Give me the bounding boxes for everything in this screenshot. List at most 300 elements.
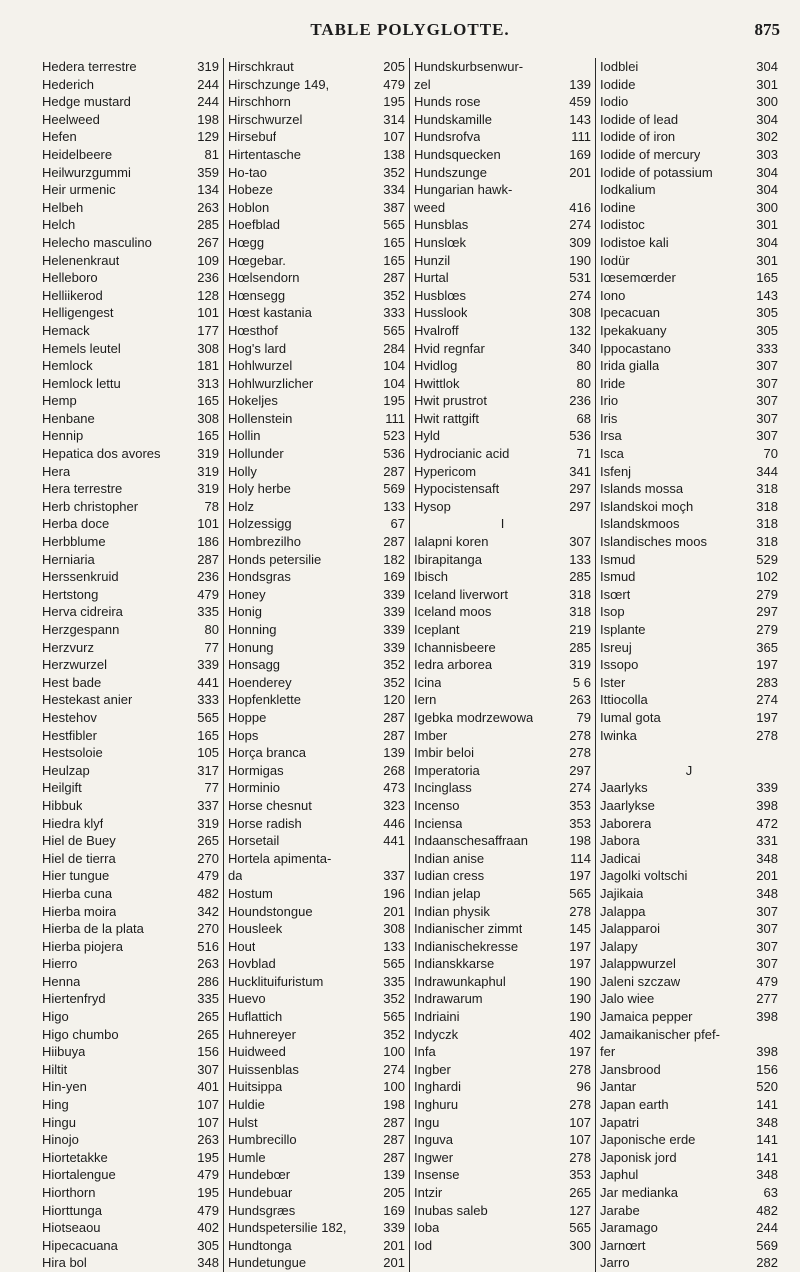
entry-term: Inghardi — [414, 1079, 461, 1095]
index-entry — [42, 973, 219, 991]
index-entry — [600, 938, 778, 956]
index-entry — [414, 867, 591, 885]
entry-page-number: 304 — [756, 59, 778, 74]
entry-page-number: 307 — [569, 534, 591, 550]
entry-term: Hiortetakke — [42, 1149, 108, 1165]
index-entry — [414, 603, 591, 621]
entry-term: Hvalroff — [414, 322, 459, 338]
entry-term: Iodide of potassium — [600, 164, 713, 180]
entry-page-number: 195 — [197, 1185, 219, 1200]
entry-term: Hierba moira — [42, 903, 117, 919]
entry-term: Iodblei — [600, 59, 639, 74]
entry-term: Hout — [228, 938, 256, 954]
entry-term: Hepatica dos avores — [42, 446, 161, 462]
entry-page-number: 479 — [197, 586, 219, 602]
index-entry — [414, 93, 591, 111]
entry-page-number: 141 — [756, 1132, 778, 1148]
entry-page-number: 165 — [197, 428, 219, 444]
index-entry — [42, 709, 219, 727]
entry-term: Hvidlog — [414, 358, 458, 374]
entry-term: Hin-yen — [42, 1079, 87, 1095]
index-entry — [42, 234, 219, 252]
entry-term: Hedera terrestre — [42, 59, 137, 74]
entry-term: Hierba cuna — [42, 885, 113, 901]
index-entry — [414, 1043, 591, 1061]
entry-term: Hiel de Buey — [42, 833, 116, 849]
entry-page-number: 339 — [383, 639, 405, 655]
entry-page-number: 301 — [756, 76, 778, 92]
entry-term: Hœnsegg — [228, 287, 286, 303]
entry-page-number: 479 — [383, 76, 405, 92]
entry-page-number: 318 — [756, 516, 778, 532]
entry-page-number: 244 — [197, 94, 219, 110]
index-entry — [42, 1043, 219, 1061]
index-entry — [228, 797, 405, 815]
index-entry — [600, 269, 778, 287]
entry-page-number: 198 — [197, 111, 219, 127]
entry-term: Indianskkarse — [414, 956, 495, 972]
index-entry — [600, 920, 778, 938]
entry-page-number: 165 — [756, 270, 778, 286]
entry-term: Hertstong — [42, 586, 99, 602]
index-entry — [42, 128, 219, 146]
index-entry — [228, 1184, 405, 1202]
index-entry — [42, 1184, 219, 1202]
entry-page-number: 479 — [197, 1202, 219, 1218]
index-entry — [228, 850, 405, 868]
entry-term: Helliikerod — [42, 287, 103, 303]
entry-term: Hibbuk — [42, 797, 83, 813]
entry-page-number: 307 — [197, 1061, 219, 1077]
entry-term: Insense — [414, 1167, 460, 1183]
entry-term: Hennip — [42, 428, 84, 444]
index-entry — [600, 533, 778, 551]
index-entry — [600, 93, 778, 111]
entry-page-number: 307 — [756, 428, 778, 444]
entry-term: Hemlock lettu — [42, 375, 121, 391]
index-entry — [228, 146, 405, 164]
entry-page-number: 482 — [197, 885, 219, 901]
entry-term: Helenenkraut — [42, 252, 120, 268]
index-entry — [228, 744, 405, 762]
entry-term: Iodistoe kali — [600, 234, 669, 250]
entry-term: da — [228, 868, 243, 884]
entry-term: Ingwer — [414, 1149, 454, 1165]
entry-term: Hundspetersilie 182, — [228, 1220, 347, 1236]
index-entry — [42, 832, 219, 850]
entry-term: Hundetungue — [228, 1255, 307, 1271]
entry-term: Hœgg — [228, 234, 265, 250]
entry-page-number: 105 — [197, 745, 219, 761]
entry-page-number: 565 — [383, 217, 405, 233]
entry-term: Herzvurz — [42, 639, 95, 655]
entry-page-number: 278 — [569, 903, 591, 919]
entry-term: Honey — [228, 586, 266, 602]
index-entry — [414, 340, 591, 358]
index-entry — [414, 463, 591, 481]
entry-page-number: 63 — [763, 1185, 778, 1200]
index-entry — [600, 128, 778, 146]
entry-page-number: 307 — [756, 410, 778, 426]
index-entry — [228, 375, 405, 393]
entry-term: Honds petersilie — [228, 551, 322, 567]
entry-term: Hobeze — [228, 182, 273, 198]
entry-page-number: 479 — [197, 1167, 219, 1183]
entry-term: Heilgift — [42, 780, 82, 796]
entry-page-number: 205 — [383, 1185, 405, 1200]
index-entry — [414, 146, 591, 164]
index-entry — [228, 1166, 405, 1184]
entry-term: Ho-tao — [228, 164, 268, 180]
entry-term: Iceplant — [414, 622, 460, 637]
entry-page-number: 319 — [197, 815, 219, 831]
entry-page-number: 318 — [756, 534, 778, 550]
entry-term: Issopo — [600, 657, 639, 673]
index-entry — [414, 1008, 591, 1026]
entry-term: Hiorttunga — [42, 1202, 102, 1218]
entry-page-number: 441 — [197, 674, 219, 690]
entry-page-number: 274 — [756, 692, 778, 708]
entry-term: Jamaica pepper — [600, 1009, 693, 1025]
entry-term: Hormigas — [228, 762, 284, 778]
index-entry — [228, 815, 405, 833]
index-entry — [414, 903, 591, 921]
entry-term: J — [685, 762, 693, 778]
index-entry — [600, 867, 778, 885]
entry-page-number: 319 — [197, 463, 219, 479]
index-entry — [228, 128, 405, 146]
entry-page-number: 446 — [383, 815, 405, 831]
entry-term: Hunds rose — [414, 94, 481, 110]
entry-term: Hog's lard — [228, 340, 287, 356]
entry-term: Hydrocianic acid — [414, 446, 510, 462]
entry-page-number: 569 — [756, 1237, 778, 1253]
entry-term: Hypericom — [414, 463, 477, 479]
page-number: 875 — [754, 20, 780, 39]
index-entry — [42, 1114, 219, 1132]
index-entry — [228, 234, 405, 252]
entry-term: Hortela apimenta- — [228, 850, 332, 866]
index-entry — [228, 1096, 405, 1114]
entry-page-number: 340 — [569, 340, 591, 356]
entry-term: Hierba piojera — [42, 938, 123, 954]
index-entry — [600, 1026, 778, 1044]
entry-term: Jantar — [600, 1079, 637, 1095]
index-entry — [228, 586, 405, 604]
index-entry — [414, 709, 591, 727]
entry-page-number: 339 — [756, 780, 778, 796]
index-entry — [42, 1202, 219, 1220]
entry-page-number: 305 — [756, 322, 778, 338]
index-entry — [228, 340, 405, 358]
entry-term: Iodine — [600, 199, 636, 215]
entry-page-number: 165 — [383, 234, 405, 250]
entry-page-number: 536 — [383, 446, 405, 462]
entry-page-number: 107 — [197, 1097, 219, 1113]
index-entry — [414, 1237, 591, 1255]
entry-page-number: 479 — [756, 973, 778, 989]
entry-term: Hundsgræs — [228, 1202, 296, 1218]
entry-term: Iumal gota — [600, 709, 661, 725]
entry-page-number: 398 — [756, 1044, 778, 1060]
index-entry — [42, 181, 219, 199]
entry-term: Indianischer zimmt — [414, 921, 523, 937]
index-entry — [600, 199, 778, 217]
entry-term: Honning — [228, 622, 277, 637]
entry-term: Inciensa — [414, 815, 463, 831]
entry-term: Helecho masculino — [42, 234, 152, 250]
entry-page-number: 319 — [197, 59, 219, 74]
entry-page-number: 205 — [383, 59, 405, 74]
entry-term: Hoenderey — [228, 674, 292, 690]
entry-term: Hundebuar — [228, 1185, 293, 1200]
index-entry — [42, 762, 219, 780]
entry-term: Hestsoloie — [42, 745, 103, 761]
entry-page-number: 565 — [383, 956, 405, 972]
index-entry — [600, 410, 778, 428]
index-entry — [414, 973, 591, 991]
entry-page-number: 307 — [756, 393, 778, 409]
index-entry — [414, 990, 591, 1008]
entry-page-number: 352 — [383, 657, 405, 673]
index-entry — [600, 498, 778, 516]
index-entry — [600, 375, 778, 393]
index-entry — [42, 375, 219, 393]
index-entry — [42, 515, 219, 533]
entry-page-number: 301 — [756, 252, 778, 268]
entry-term: Hiedra klyf — [42, 815, 104, 831]
entry-page-number: 318 — [756, 498, 778, 514]
index-entry — [414, 164, 591, 182]
entry-term: Hvid regnfar — [414, 340, 485, 356]
entry-term: Hœst kastania — [228, 305, 312, 321]
index-entry — [42, 797, 219, 815]
entry-page-number: 169 — [383, 1202, 405, 1218]
entry-term: Hostum — [228, 885, 273, 901]
entry-page-number: 270 — [197, 921, 219, 937]
entry-term: Hundskurbsenwur- — [414, 59, 524, 74]
index-entry — [600, 850, 778, 868]
index-entry — [600, 1131, 778, 1149]
entry-term: Hingu — [42, 1114, 76, 1130]
entry-page-number: 287 — [383, 1149, 405, 1165]
entry-term: fer — [600, 1044, 616, 1060]
index-entry — [414, 392, 591, 410]
index-entry — [42, 674, 219, 692]
entry-term: Huldie — [228, 1097, 265, 1113]
entry-term: Hirschkraut — [228, 59, 294, 74]
entry-page-number: 339 — [197, 657, 219, 673]
entry-page-number: 96 — [576, 1079, 591, 1095]
entry-page-number: 300 — [756, 199, 778, 215]
entry-term: Imber — [414, 727, 448, 743]
entry-page-number: 120 — [383, 692, 405, 708]
index-entry — [228, 498, 405, 516]
entry-term: Hefen — [42, 129, 77, 145]
entry-term: Hestekast anier — [42, 692, 133, 708]
entry-term: Helleboro — [42, 270, 98, 286]
entry-page-number: 304 — [756, 234, 778, 250]
entry-page-number: 274 — [569, 287, 591, 303]
entry-page-number: 348 — [197, 1255, 219, 1271]
index-entry — [600, 1202, 778, 1220]
entry-term: Ioba — [414, 1220, 440, 1236]
entry-page-number: 304 — [756, 111, 778, 127]
entry-term: Isfenj — [600, 463, 632, 479]
index-column-4 — [596, 58, 782, 1272]
entry-page-number: 359 — [197, 164, 219, 180]
entry-term: Hemack — [42, 322, 90, 338]
entry-term: Hemels leutel — [42, 340, 121, 356]
index-entry — [228, 1026, 405, 1044]
entry-page-number: 300 — [756, 94, 778, 110]
entry-page-number: 197 — [756, 709, 778, 725]
entry-page-number: 190 — [569, 973, 591, 989]
index-entry — [414, 1131, 591, 1149]
index-entry — [42, 304, 219, 322]
index-entry — [414, 885, 591, 903]
entry-page-number: 529 — [756, 551, 778, 567]
entry-page-number: 177 — [197, 322, 219, 338]
index-entry — [414, 480, 591, 498]
index-entry — [414, 938, 591, 956]
entry-page-number: 201 — [756, 868, 778, 884]
entry-term: Infa — [414, 1044, 436, 1060]
entry-term: Iodide of iron — [600, 129, 676, 145]
index-entry — [228, 603, 405, 621]
entry-term: Herssenkruid — [42, 569, 119, 585]
index-entry — [228, 427, 405, 445]
entry-page-number: 279 — [756, 622, 778, 637]
index-entry — [600, 815, 778, 833]
index-entry — [228, 903, 405, 921]
entry-page-number: 278 — [569, 727, 591, 743]
entry-page-number: 482 — [756, 1202, 778, 1218]
index-entry — [600, 691, 778, 709]
entry-page-number: 274 — [569, 780, 591, 796]
entry-page-number: 339 — [383, 586, 405, 602]
entry-term: Hunslœk — [414, 234, 467, 250]
entry-page-number: 565 — [569, 1220, 591, 1236]
index-entry — [414, 850, 591, 868]
entry-page-number: 333 — [756, 340, 778, 356]
entry-term: Henna — [42, 973, 81, 989]
entry-page-number: 139 — [569, 76, 591, 92]
entry-page-number: 111 — [571, 129, 591, 145]
index-entry — [600, 76, 778, 94]
index-entry — [228, 938, 405, 956]
index-entry — [414, 445, 591, 463]
entry-term: Hwittlok — [414, 375, 460, 391]
entry-page-number: 352 — [383, 1026, 405, 1042]
entry-page-number: 472 — [756, 815, 778, 831]
entry-term: weed — [414, 199, 446, 215]
index-entry — [600, 1043, 778, 1061]
index-entry — [228, 216, 405, 234]
index-entry — [228, 1061, 405, 1079]
entry-page-number: 323 — [383, 797, 405, 813]
entry-page-number: 111 — [385, 410, 405, 426]
entry-page-number: 307 — [756, 956, 778, 972]
entry-term: Hederich — [42, 76, 95, 92]
entry-term: Horça branca — [228, 745, 307, 761]
entry-page-number: 165 — [197, 393, 219, 409]
entry-term: Irida gialla — [600, 358, 660, 374]
entry-term: Hirschwurzel — [228, 111, 303, 127]
index-entry — [600, 480, 778, 498]
index-entry — [228, 252, 405, 270]
entry-page-number: 139 — [383, 745, 405, 761]
entry-page-number: 80 — [204, 622, 219, 637]
index-entry — [414, 128, 591, 146]
entry-page-number: 283 — [756, 674, 778, 690]
entry-term: Horse radish — [228, 815, 302, 831]
entry-page-number: 348 — [756, 850, 778, 866]
entry-term: Herba doce — [42, 516, 110, 532]
index-entry — [414, 199, 591, 217]
entry-term: Hops — [228, 727, 259, 743]
entry-page-number: 197 — [756, 657, 778, 673]
entry-term: Helch — [42, 217, 76, 233]
entry-page-number: 353 — [569, 797, 591, 813]
entry-page-number: 319 — [197, 446, 219, 462]
index-entry — [228, 885, 405, 903]
index-entry — [228, 287, 405, 305]
entry-page-number: 277 — [756, 991, 778, 1007]
index-entry — [42, 903, 219, 921]
entry-term: Iono — [600, 287, 626, 303]
entry-term: Japhul — [600, 1167, 639, 1183]
entry-page-number: 339 — [383, 622, 405, 637]
entry-term: Inghuru — [414, 1097, 459, 1113]
entry-term: Hondsgras — [228, 569, 291, 585]
entry-page-number: 263 — [197, 956, 219, 972]
index-entry — [42, 76, 219, 94]
entry-page-number: 307 — [756, 375, 778, 391]
running-title: TABLE POLYGLOTTE. — [310, 20, 510, 39]
entry-page-number: 138 — [383, 146, 405, 162]
entry-page-number: 308 — [197, 410, 219, 426]
entry-page-number: 287 — [383, 270, 405, 286]
index-entry — [600, 357, 778, 375]
index-entry — [228, 410, 405, 428]
entry-page-number: 109 — [197, 252, 219, 268]
entry-page-number: 270 — [197, 850, 219, 866]
entry-term: Ingu — [414, 1114, 440, 1130]
entry-page-number: 318 — [569, 586, 591, 602]
entry-term: Huissenblas — [228, 1061, 299, 1077]
entry-term: Hypocistensaft — [414, 481, 500, 497]
section-letter-heading — [600, 762, 778, 780]
entry-term: Hunzil — [414, 252, 451, 268]
entry-page-number: 197 — [569, 868, 591, 884]
entry-term: Jalapparoi — [600, 921, 660, 937]
index-entry — [414, 621, 591, 639]
index-entry — [42, 269, 219, 287]
entry-page-number: 307 — [756, 921, 778, 937]
index-entry — [414, 216, 591, 234]
entry-term: Jalapy — [600, 938, 638, 954]
entry-term: Holly — [228, 463, 257, 479]
entry-term: Irio — [600, 393, 619, 409]
entry-term: Hedge mustard — [42, 94, 131, 110]
entry-term: Isœrt — [600, 586, 631, 602]
entry-page-number: 353 — [569, 1167, 591, 1183]
entry-term: Hirschhorn — [228, 94, 291, 110]
entry-term: Hiotseaou — [42, 1220, 101, 1236]
index-entry — [42, 199, 219, 217]
index-entry — [600, 181, 778, 199]
